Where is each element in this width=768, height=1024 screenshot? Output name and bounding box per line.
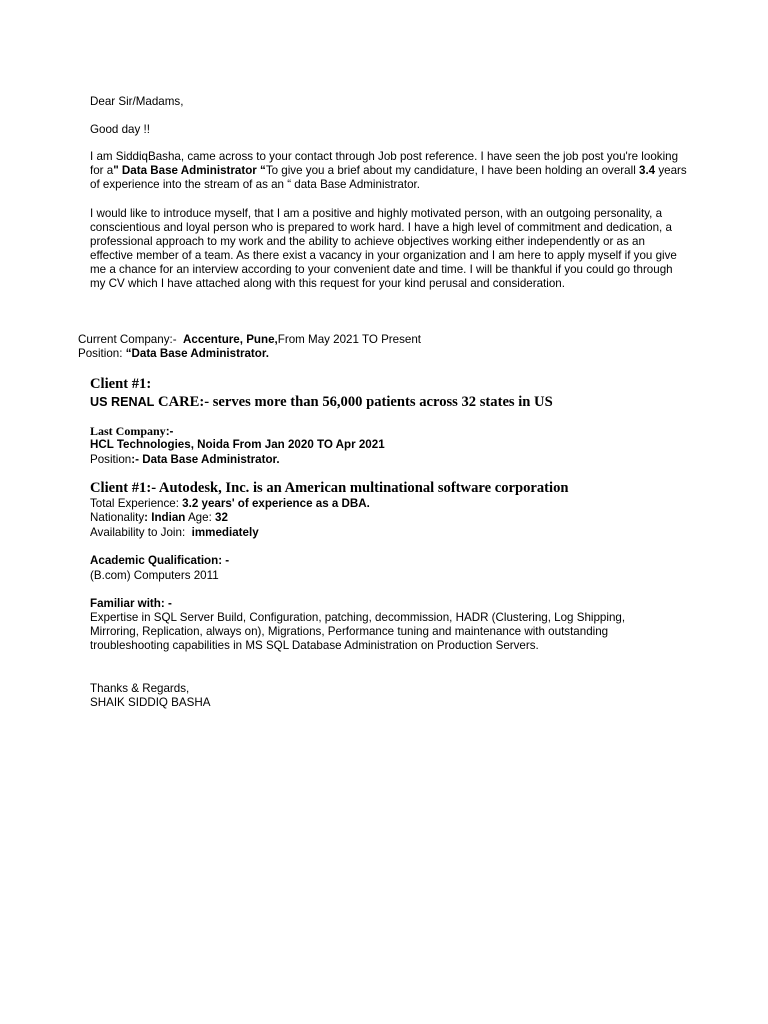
last-company-label: Last Company <box>90 424 166 438</box>
availability-line <box>90 526 259 540</box>
intro-years-bold: 3.4 <box>639 163 656 177</box>
current-company-period: From May 2021 TO Present <box>277 333 422 346</box>
current-position-value: “Data Base Administrator. <box>125 347 269 360</box>
intro-text-2: To give you a brief about my candidature, I have been holding an overall <box>265 163 636 177</box>
last-company-name <box>90 438 385 452</box>
client1-name-sans: US RENAL <box>90 395 155 409</box>
client1-line <box>90 394 553 411</box>
nationality-value: : Indian <box>144 511 186 524</box>
total-experience-label: Total Experience: <box>90 497 179 510</box>
last-position-value: :- Data Base Administrator. <box>131 453 280 466</box>
age-value: 32 <box>215 511 228 524</box>
intro-paragraph <box>90 150 690 192</box>
last-company-label-line <box>90 424 173 439</box>
signature: SHAIK SIDDIQ BASHA <box>90 696 211 709</box>
familiar-text: Expertise in SQL Server Build, Configuration, patching, decommission, HADR (Clustering, Log Shipping, Mirroring, Replication, always on), Migrations, Performance tuning and maintenance with outstanding troubleshooting capabilities in MS SQL Database Administration on Production Servers. <box>90 611 626 652</box>
greeting: Dear Sir/Madams, <box>90 95 184 108</box>
last-company-label-suffix: :- <box>165 425 174 438</box>
current-company-line <box>78 333 421 347</box>
total-experience-line <box>90 497 370 511</box>
age-label: Age: <box>187 511 212 524</box>
current-position-label: Position: <box>78 347 123 360</box>
good-day: Good day !! <box>90 123 150 136</box>
body-paragraph: I would like to introduce myself, that I am a positive and highly motivated person, with an outgoing personality, a conscientious and loyal person who is prepared to work hard. I have a high level of commitment and dedication, a professional approach to my work and the ability to achieve objectives working either independently or as an effective member of a team. As there exist a vacancy in your organization and I am here to apply myself if you give me a chance for an interview according to your convenient date and time. I will be thankful if you could go through my CV which I have attached along with this request for your kind perusal and consideration. <box>90 207 677 290</box>
last-company-name-text: HCL Technologies, Noida From Jan 2020 TO Apr 2021 <box>90 438 385 451</box>
intro-text-3: years of experience into the stream of as an “ data Base Administrator. <box>90 163 687 191</box>
closing: Thanks & Regards, <box>90 682 190 695</box>
current-company-name: Accenture, Pune, <box>183 333 278 346</box>
nationality-label: Nationality <box>90 511 145 524</box>
academic-heading <box>90 554 229 568</box>
intro-role-bold: " Data Base Administrator “ <box>113 163 266 177</box>
client1-heading: Client #1: <box>90 376 152 392</box>
intro-text-1: I am SiddiqBasha, came across to your contact through Job post reference. I have seen the job post you're looking for a <box>90 150 679 177</box>
academic-heading-text: Academic Qualification: - <box>90 554 230 567</box>
last-position-line <box>90 453 280 467</box>
familiar-heading <box>90 597 172 611</box>
total-experience-value: 3.2 years' of experience as a DBA. <box>182 497 370 510</box>
client1-name-rest: CARE:- serves more than 56,000 patients across 32 states in US <box>158 394 553 410</box>
availability-value: immediately <box>191 526 259 539</box>
current-position-line <box>78 347 269 361</box>
client2-heading: Client #1:- Autodesk, Inc. is an American multinational software corporation <box>90 480 569 496</box>
availability-label: Availability to Join: <box>90 526 186 539</box>
familiar-heading-text: Familiar with: - <box>90 597 172 610</box>
academic-value: (B.com) Computers 2011 <box>90 569 219 582</box>
last-position-label: Position <box>90 453 132 466</box>
current-company-label: Current Company:- <box>78 333 177 346</box>
nationality-line <box>90 511 228 525</box>
